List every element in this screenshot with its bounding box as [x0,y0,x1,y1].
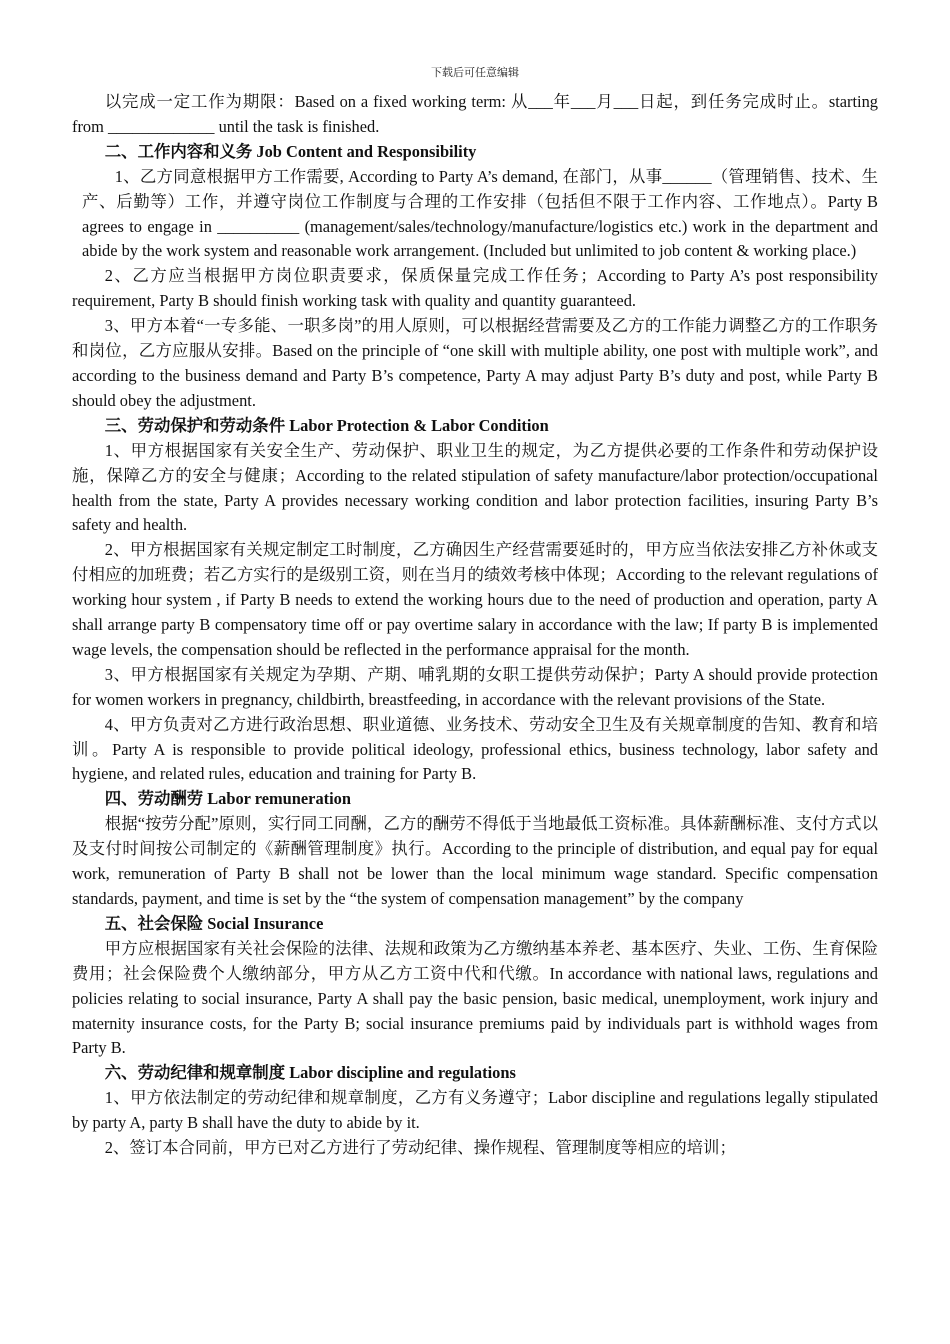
clause-2-1: 1、乙方同意根据甲方工作需要, According to Party A’s demand, 在部门，从事______（管理销售、技术、生产、后勤等）工作，并遵守岗位工作制度与合理的工作安排（包括但不限于工作内容、工作地点）。Party B agrees to engage in __________ (management/sales/technology/manufacture/logistics etc.) work in the department and abide by the work system and reasonable work arrangement. (Included but unlimited to job content & working place.) [82,166,878,261]
page-header: 下载后可任意编辑 [431,67,519,79]
section-heading-labor-protection: 三、劳动保护和劳动条件 Labor Protection & Labor Condition [104,415,549,435]
section-heading-job-content: 二、工作内容和义务 Job Content and Responsibility [104,141,477,161]
section-heading-labor-discipline: 六、劳动纪律和规章制度 Labor discipline and regulations [104,1063,516,1083]
clause-6-2: 2、签订本合同前，甲方已对乙方进行了劳动纪律、操作规程、管理制度等相应的培训； [104,1138,736,1158]
clause-2-3: 3、甲方本着“一专多能、一职多岗”的用人原则，可以根据经营需要及乙方的工作能力调整乙方的工作职务和岗位，乙方应服从安排。Based on the principle of “one skill with multiple ability, one post with multiple work”, and according to the business demand and Party B’s competence, Party A may adjust Party B’s duty and post, while Party B should obey the adjustment. [72,316,878,410]
document-body [72,90,878,1161]
clause-4: 根据“按劳分配”原则，实行同工同酬，乙方的酬劳不得低于当地最低工资标准。具体薪酬标准、支付方式以及支付时间按公司制定的《薪酬管理制度》执行。According to the principle of distribution, and equal pay for equal work, remuneration of Party B shall not be lower than the local minimum wage standard. Specific compensation standards, payment, and time is set by the “the system of compensation management” by the company [72,814,878,908]
clause-5: 甲方应根据国家有关社会保险的法律、法规和政策为乙方缴纳基本养老、基本医疗、失业、工伤、生育保险费用；社会保险费个人缴纳部分，甲方从乙方工资中代和代缴。In accordance with national laws, regulations and policies relating to social insurance, Party A shall pay the basic pension, basic medical, unemployment, work injury and maternity insurance costs, for the Party B; social insurance premiums paid by individuals part is withhold wages from Party B. [72,938,878,1058]
clause-6-1: 1、甲方依法制定的劳动纪律和规章制度，乙方有义务遵守；Labor discipline and regulations legally stipulated by party A, party B shall have the duty to abide by it. [72,1088,878,1133]
clause-3-3: 3、甲方根据国家有关规定为孕期、产期、哺乳期的女职工提供劳动保护；Party A should provide protection for women workers in pregnancy, childbirth, breastfeeding, in accordance with the relevant provisions of the State. [72,664,878,709]
section-heading-remuneration: 四、劳动酬劳 Labor remuneration [104,789,351,809]
clause-3-1: 1、甲方根据国家有关安全生产、劳动保护、职业卫生的规定，为乙方提供必要的工作条件和劳动保护设施，保障乙方的安全与健康；According to the related stipulation of safety manufacture/labor protection/occupational health from the state, Party A provides necessary working condition and labor protection facilities, insuring Party B’s safety and health. [72,440,878,535]
clause-3-4: 4、甲方负责对乙方进行政治思想、职业道德、业务技术、劳动安全卫生及有关规章制度的告知、教育和培训。Party A is responsible to provide political ideology, professional ethics, business technology, labor safety and hygiene, and related rules, education and training for Party B. [72,714,878,784]
clause-3-2: 2、甲方根据国家有关规定制定工时制度，乙方确因生产经营需要延时的，甲方应当依法安排乙方补休或支付相应的加班费；若乙方实行的是级别工资，则在当月的绩效考核中体现；According to the relevant regulations of working hour system , if Party B needs to extend the working hours due to the need of production and operation, party A shall arrange party B compensatory time off or pay overtime salary in accordance with the law; If party B is implemented wage levels, the compensation should be reflected in the performance appraisal for the month. [72,540,878,659]
clause-2-2: 2、乙方应当根据甲方岗位职责要求，保质保量完成工作任务；According to Party A’s post responsibility requirement, Party B should finish working task with quality and quantity guaranteed. [72,266,878,311]
section-heading-social-insurance: 五、社会保险 Social Insurance [104,913,324,933]
paragraph-fixed-term: 以完成一定工作为期限：Based on a fixed working term: 从___年___月___日起，到任务完成时止。starting from _____________ until the task is finished. [72,92,878,136]
